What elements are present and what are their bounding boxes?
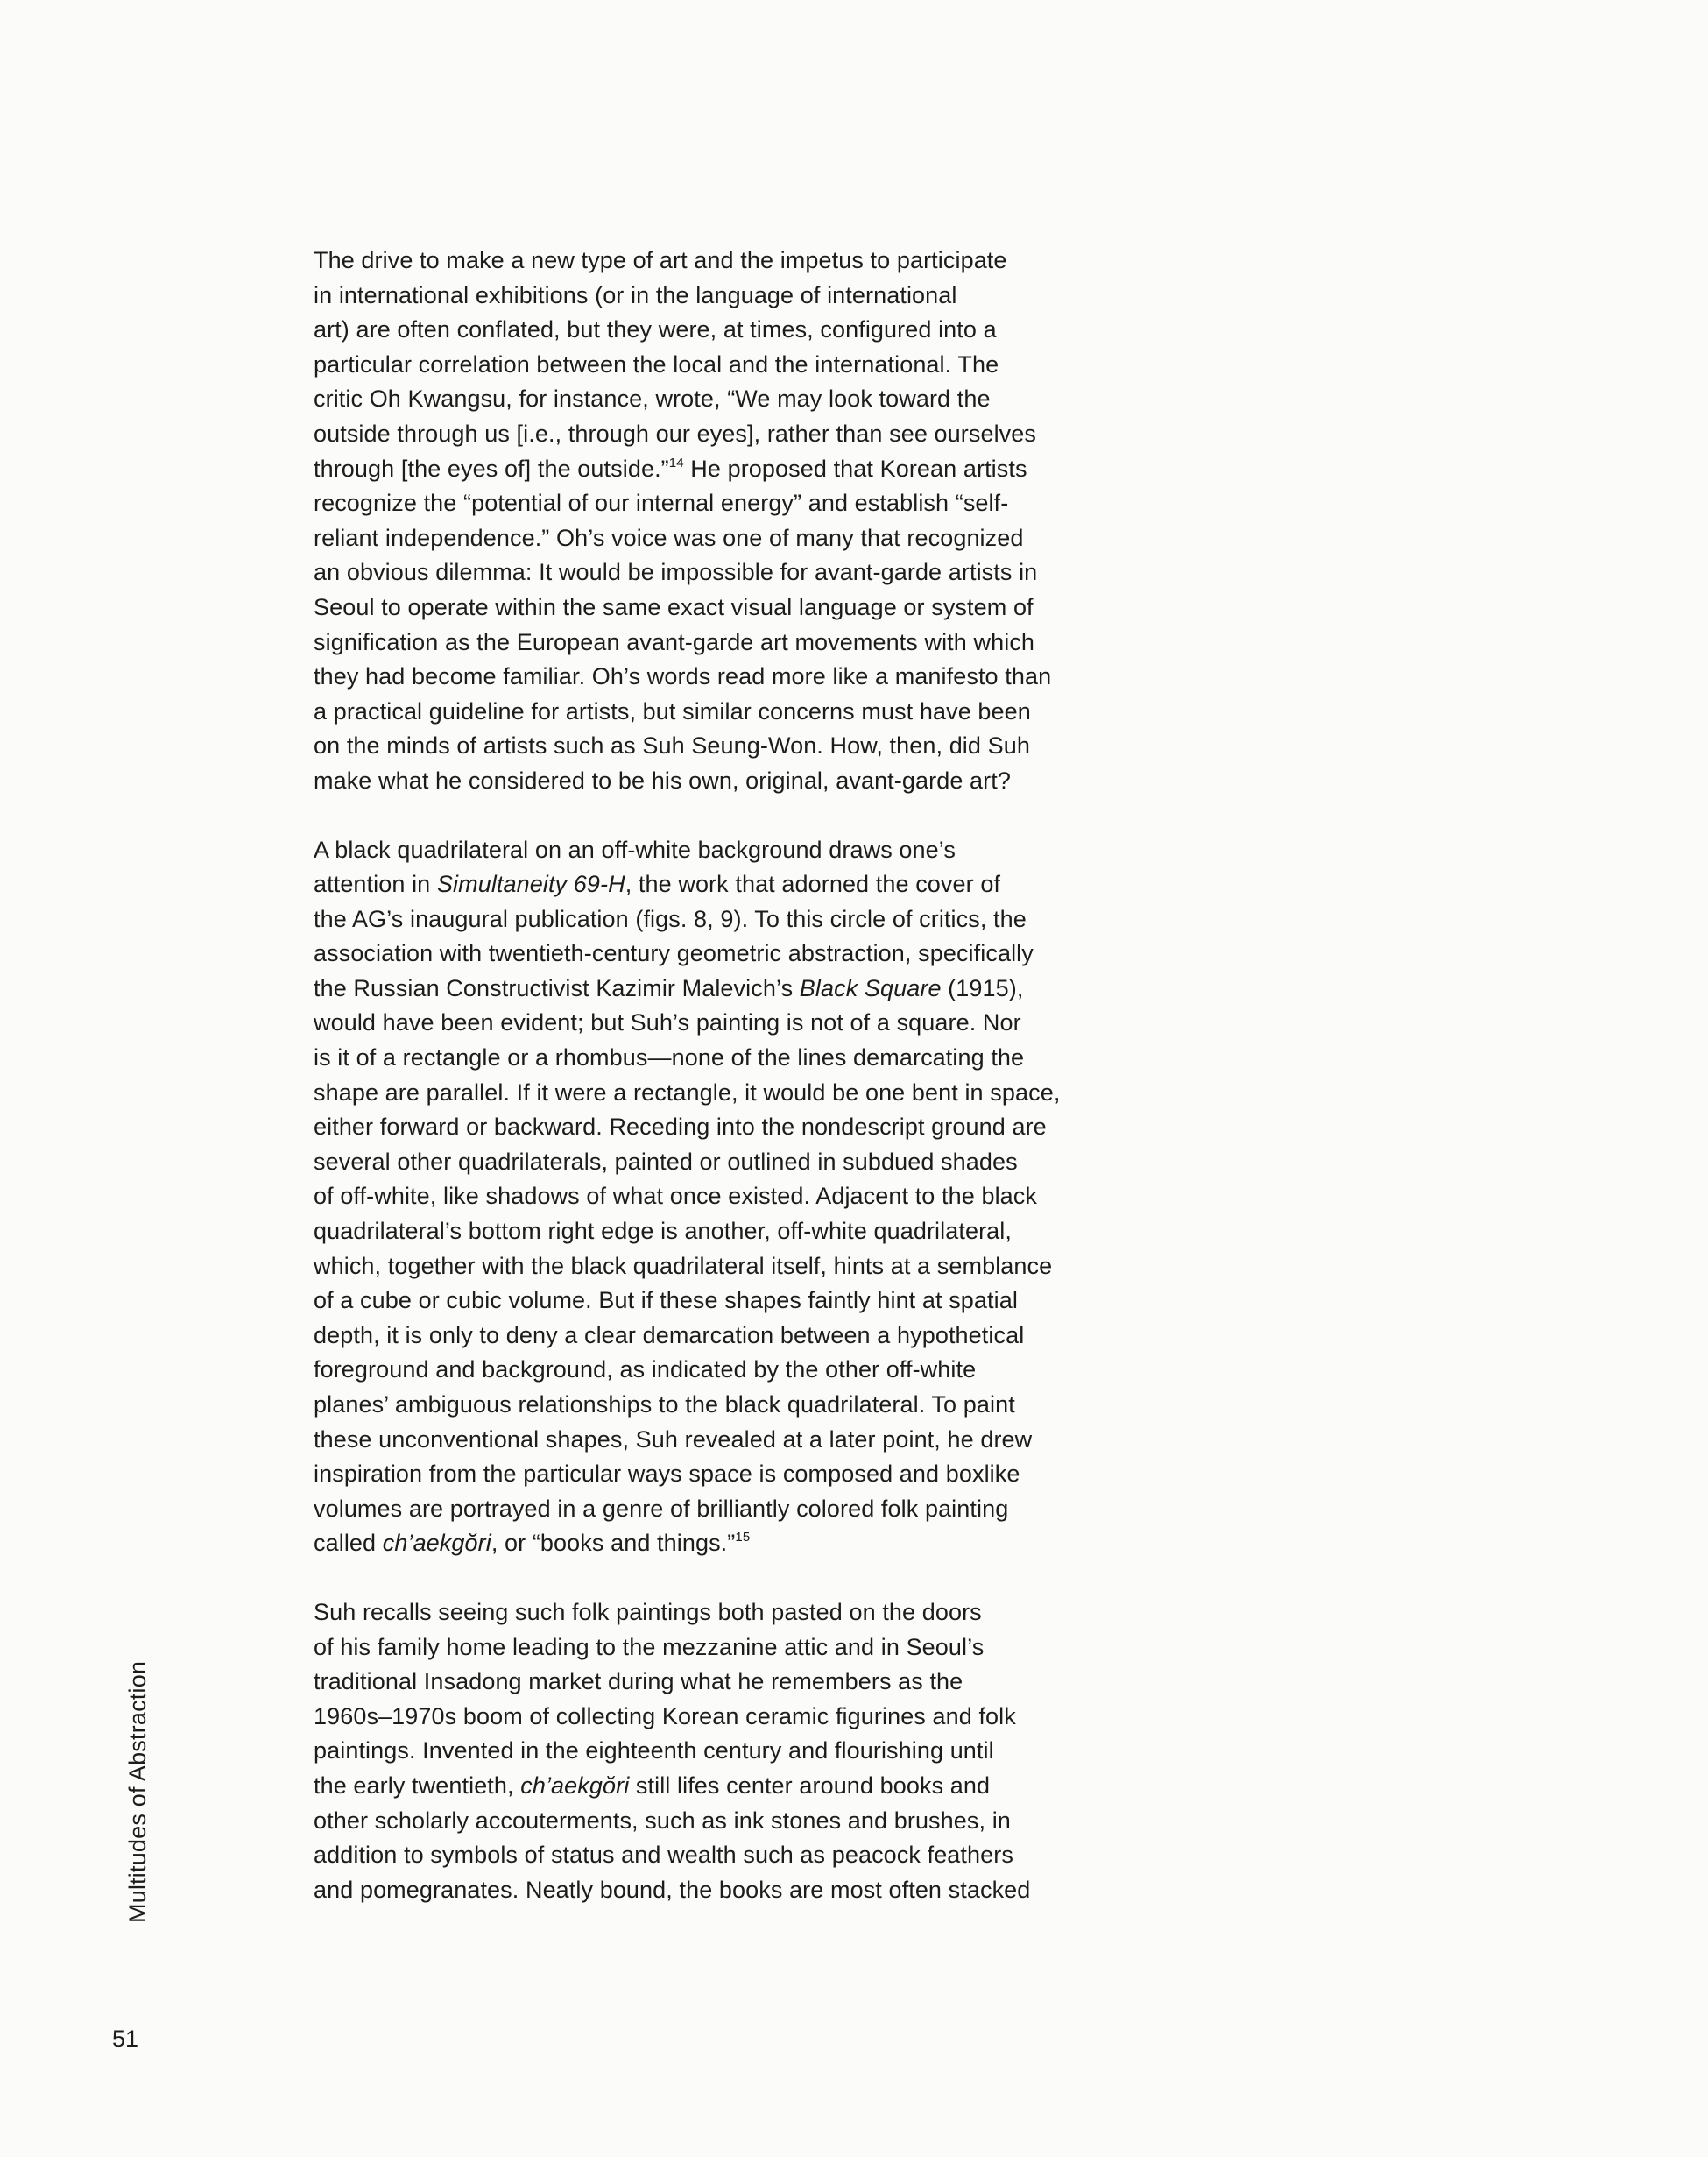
text-line [314,452,1147,487]
text-run: traditional Insadong market during what he remembers as the [314,1668,963,1695]
text-line [314,279,1147,314]
body-text [314,244,1147,1907]
running-head: Multitudes of Abstraction [124,1660,151,1923]
italic-title: ch’aekgŏri [520,1772,630,1799]
text-line [314,1388,1147,1423]
text-line [314,348,1147,383]
text-run: Seoul to operate within the same exact visual language or system of [314,593,1034,620]
text-run: art) are often conflated, but they were, at times, configured into a [314,316,997,343]
text-line [314,1076,1147,1111]
text-line [314,1838,1147,1873]
text-run: still lifes center around books and [629,1772,991,1799]
text-run: paintings. Invented in the eighteenth century and flourishing until [314,1737,994,1764]
text-run: of his family home leading to the mezzanine attic and in Seoul’s [314,1633,985,1660]
text-run: in international exhibitions (or in the language of international [314,281,957,308]
text-run: , the work that adorned the cover of [625,871,1001,898]
text-line [314,1284,1147,1319]
text-run: addition to symbols of status and wealth such as peacock feathers [314,1842,1013,1869]
text-line [314,729,1147,764]
text-run: He proposed that Korean artists [683,455,1027,482]
text-run: 1960s–1970s boom of collecting Korean ceramic figurines and folk [314,1702,1016,1729]
text-run: a practical guideline for artists, but similar concerns must have been [314,697,1031,725]
text-line [314,867,1147,902]
text-line [314,1526,1147,1561]
text-run: particular correlation between the local and the international. The [314,350,999,378]
paragraph [314,244,1147,799]
text-line [314,1041,1147,1076]
text-line [314,764,1147,799]
paragraph [314,833,1147,1561]
text-run: of a cube or cubic volume. But if these shapes faintly hint at spatial [314,1287,1018,1314]
text-run: the Russian Constructivist Kazimir Malevich’s [314,974,800,1001]
text-run: called [314,1530,383,1557]
text-run: these unconventional shapes, Suh revealed at a later point, he drew [314,1425,1033,1453]
text-line [314,1630,1147,1665]
text-run: the AG’s inaugural publication (figs. 8, 9). To this circle of critics, the [314,905,1027,932]
page-number: 51 [112,2026,139,2052]
text-line [314,591,1147,626]
text-line [314,1249,1147,1284]
text-line [314,1769,1147,1804]
text-line [314,902,1147,937]
text-run: volumes are portrayed in a genre of brilliantly colored folk painting [314,1495,1009,1522]
text-line [314,626,1147,661]
text-run: quadrilateral’s bottom right edge is another, off-white quadrilateral, [314,1218,1012,1245]
text-run: A black quadrilateral on an off-white background draws one’s [314,836,956,863]
text-line [314,1873,1147,1908]
text-line [314,1804,1147,1839]
text-run: planes’ ambiguous relationships to the black quadrilateral. To paint [314,1391,1015,1418]
text-line [314,1595,1147,1630]
paragraph [314,1595,1147,1907]
text-run: foreground and background, as indicated by the other off-white [314,1356,977,1383]
text-run: the early twentieth, [314,1772,521,1799]
text-line [314,1006,1147,1041]
text-run: inspiration from the particular ways space is composed and boxlike [314,1460,1020,1488]
text-line [314,1145,1147,1180]
text-line [314,244,1147,279]
text-run: recognize the “potential of our internal energy” and establish “self- [314,490,1009,517]
text-line [314,833,1147,868]
italic-title: Simultaneity 69-H [436,871,625,898]
text-line [314,417,1147,452]
text-line [314,1214,1147,1249]
footnote-ref: 14 [668,455,684,470]
text-run: reliant independence.” Oh’s voice was one of many that recognized [314,524,1024,551]
text-run: The drive to make a new type of art and the impetus to participate [314,247,1007,273]
text-line [314,1353,1147,1388]
text-run: and pomegranates. Neatly bound, the books are most often stacked [314,1876,1031,1903]
text-run: is it of a rectangle or a rhombus—none of the lines demarcating the [314,1044,1025,1071]
text-run: depth, it is only to deny a clear demarcation between a hypothetical [314,1321,1025,1348]
text-run: through [the eyes of] the outside.” [314,455,669,482]
text-line [314,660,1147,695]
text-run: outside through us [i.e., through our eyes], rather than see ourselves [314,420,1036,447]
text-line [314,972,1147,1007]
text-run: they had become familiar. Oh’s words read more like a manifesto than [314,663,1052,690]
text-line [314,937,1147,972]
text-run: several other quadrilaterals, painted or outlined in subdued shades [314,1148,1018,1175]
text-line [314,486,1147,521]
italic-title: ch’aekgŏri [382,1530,491,1557]
text-run: , or “books and things.” [491,1530,736,1557]
text-run: shape are parallel. If it were a rectangle, it would be one bent in space, [314,1078,1061,1106]
text-line [314,382,1147,417]
text-run: other scholarly accouterments, such as ink stones and brushes, in [314,1807,1011,1834]
italic-title: Black Square [799,974,942,1001]
text-run: critic Oh Kwangsu, for instance, wrote, “We may look toward the [314,385,991,413]
text-line [314,1179,1147,1214]
text-run: association with twentieth-century geometric abstraction, specifically [314,940,1034,967]
text-run: attention in [314,871,437,898]
text-run: (1915), [941,974,1024,1001]
text-line [314,1665,1147,1700]
text-line [314,1423,1147,1458]
text-run: would have been evident; but Suh’s painting is not of a square. Nor [314,1009,1021,1036]
text-line [314,1457,1147,1492]
text-line [314,1492,1147,1527]
text-line [314,1700,1147,1735]
text-run: Suh recalls seeing such folk paintings both pasted on the doors [314,1598,982,1625]
text-run: either forward or backward. Receding into the nondescript ground are [314,1114,1047,1141]
text-line [314,695,1147,730]
text-run: on the minds of artists such as Suh Seung-Won. How, then, did Suh [314,732,1030,760]
text-line [314,521,1147,556]
footnote-ref: 15 [735,1530,751,1545]
text-line [314,1110,1147,1145]
text-run: of off-white, like shadows of what once existed. Adjacent to the black [314,1183,1037,1210]
text-run: an obvious dilemma: It would be impossible for avant-garde artists in [314,559,1038,586]
text-run: signification as the European avant-garde art movements with which [314,628,1035,655]
text-line [314,313,1147,348]
text-line [314,1734,1147,1769]
text-run: which, together with the black quadrilateral itself, hints at a semblance [314,1252,1053,1279]
text-line [314,1319,1147,1354]
text-line [314,555,1147,591]
text-run: make what he considered to be his own, original, avant-garde art? [314,767,1011,794]
